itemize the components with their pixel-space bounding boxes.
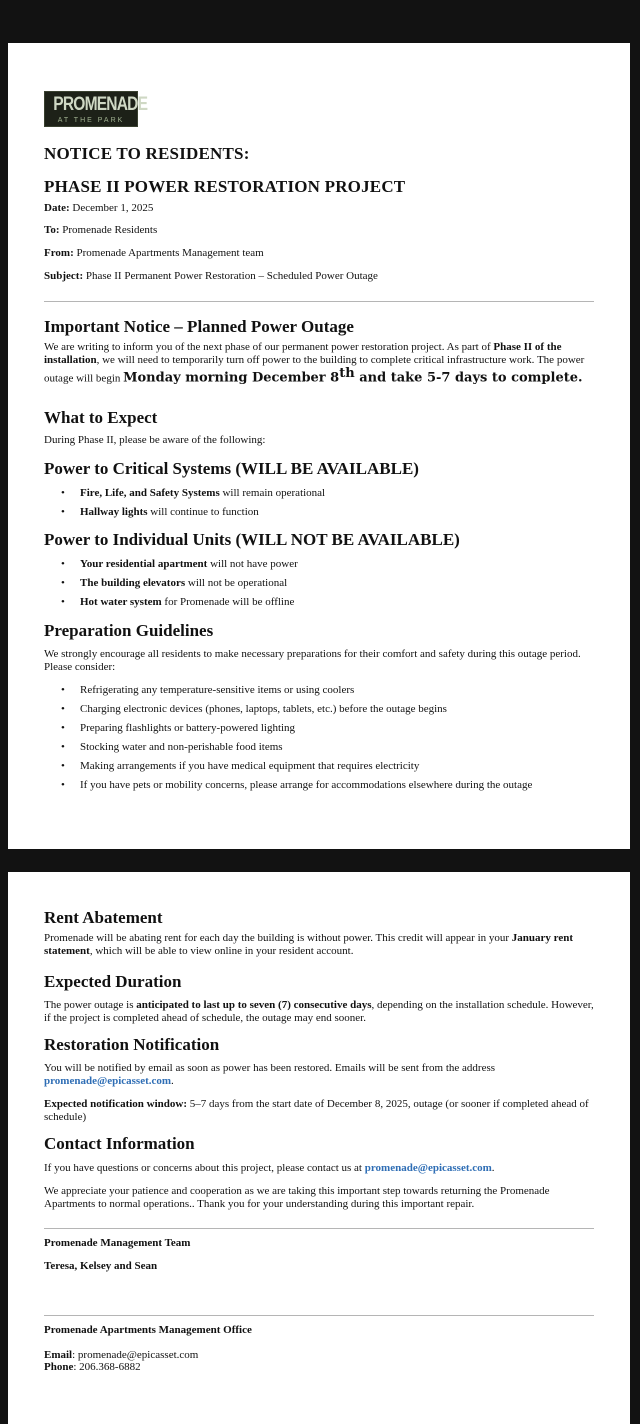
office-divider (44, 1315, 594, 1316)
header-divider (44, 301, 594, 302)
office-phone: Phone: 206.368-6882 (44, 1361, 141, 1373)
contact-section (44, 1133, 594, 1211)
logo-tagline: AT THE PARK (57, 117, 125, 124)
subject-line (44, 269, 594, 283)
rent-title: Rent Abatement (44, 908, 163, 927)
restoration-title: Restoration Notification (44, 1035, 220, 1054)
notice-heading: NOTICE TO RESIDENTS: (44, 144, 250, 163)
signature-divider (44, 1228, 594, 1229)
to-value: Promenade Residents (62, 224, 158, 236)
signature-team: Promenade Management Team (44, 1237, 191, 1249)
date-line (44, 201, 594, 215)
list-item: • Stocking water and non-perishable food items (44, 741, 594, 754)
signature-names: Teresa, Kelsey and Sean (44, 1260, 158, 1272)
logo-wordmark: PROMENADE (53, 94, 148, 115)
prep-title: Preparation Guidelines (44, 621, 214, 640)
prep-text: We strongly encourage all residents to make necessary preparations for their comfort and safety during this outage period. Please consider: (44, 648, 581, 673)
office-email: Email: promenade@epicasset.com (44, 1349, 199, 1361)
contact-title: Contact Information (44, 1134, 195, 1153)
duration-text: The power outage is anticipated to last up to seven (7) consecutive days, depending on the installation schedule. However, if the project is completed ahead of schedule, the outage may end sooner. (44, 999, 594, 1024)
to-label: To: (44, 224, 60, 236)
restoration-text: You will be notified by email as soon as power has been restored. Emails will be sent from the address promenade@epicasset.com. (44, 1062, 496, 1087)
from-line (44, 246, 594, 260)
list-item: • Making arrangements if you have medical equipment that requires electricity (44, 760, 594, 773)
list-item: • Hot water system for Promenade will be offline (44, 596, 594, 609)
rent-text: Promenade will be abating rent for each day the building is without power. This credit will appear in your January rent statement, which will be able to view online in your resident account. (44, 932, 574, 957)
important-title: Important Notice – Planned Power Outage (44, 317, 354, 336)
list-item: • Charging electronic devices (phones, laptops, tablets, etc.) before the outage begins (44, 703, 594, 716)
subject-value: Phase II Permanent Power Restoration – Scheduled Power Outage (85, 270, 378, 282)
prep-list (44, 684, 594, 792)
contact-text: If you have questions or concerns about this project, please contact us at promenade@epicasset.com. (44, 1162, 495, 1174)
list-item: • If you have pets or mobility concerns, please arrange for accommodations elsewhere during the outage (44, 779, 594, 792)
units-title: Power to Individual Units (WILL NOT BE AVAILABLE) (44, 530, 460, 549)
prep-section (44, 620, 594, 792)
list-item: • Refrigerating any temperature-sensitive items or using coolers (44, 684, 594, 697)
critical-list (44, 487, 594, 519)
restoration-email-link[interactable]: promenade@epicasset.com (44, 1075, 172, 1087)
document-page-2 (8, 872, 630, 1424)
duration-title: Expected Duration (44, 972, 182, 991)
promenade-logo (44, 91, 148, 127)
important-section (44, 316, 594, 386)
to-line (44, 223, 594, 237)
list-item: • The building elevators will not be operational (44, 577, 594, 590)
office-name: Promenade Apartments Management Office (44, 1324, 252, 1336)
closing-text: We appreciate your patience and cooperation as we are taking this important step towards returning the Promenade Apartments to normal operations.. Thank you for your understanding during this important repair. (44, 1185, 550, 1210)
document-page-1 (8, 43, 630, 849)
critical-title: Power to Critical Systems (WILL BE AVAILABLE) (44, 459, 419, 478)
units-list (44, 558, 594, 609)
expect-text: During Phase II, please be aware of the following: (44, 434, 266, 446)
notification-window: Expected notification window: 5–7 days from the start date of December 8, 2025, outage (or sooner if completed ahead of schedule) (44, 1098, 589, 1123)
expect-title: What to Expect (44, 408, 158, 427)
duration-section (44, 971, 594, 1025)
list-item: • Preparing flashlights or battery-powered lighting (44, 722, 594, 735)
critical-section (44, 458, 594, 519)
from-label: From: (44, 247, 74, 259)
from-value: Promenade Apartments Management team (76, 247, 264, 259)
subject-label: Subject: (44, 270, 84, 282)
list-item: • Fire, Life, and Safety Systems will remain operational (44, 487, 594, 500)
list-item: • Your residential apartment will not have power (44, 558, 594, 571)
restoration-section (44, 1034, 594, 1124)
units-section (44, 529, 594, 609)
date-label: Date: (44, 202, 70, 214)
contact-email-link[interactable]: promenade@epicasset.com (364, 1162, 492, 1174)
important-text: We are writing to inform you of the next phase of our permanent power restoration project. As part of Phase II of the installation, we will need to temporarily turn off power to the building to complete critical infrastructure work. The power outage will begin Monday morning December 8th and take 5-7 days to complete. (44, 341, 585, 386)
project-heading: PHASE II POWER RESTORATION PROJECT (44, 177, 406, 196)
rent-section (44, 907, 594, 958)
list-item: • Hallway lights will continue to function (44, 506, 594, 519)
expect-section (44, 407, 594, 447)
date-value: December 1, 2025 (72, 202, 154, 214)
